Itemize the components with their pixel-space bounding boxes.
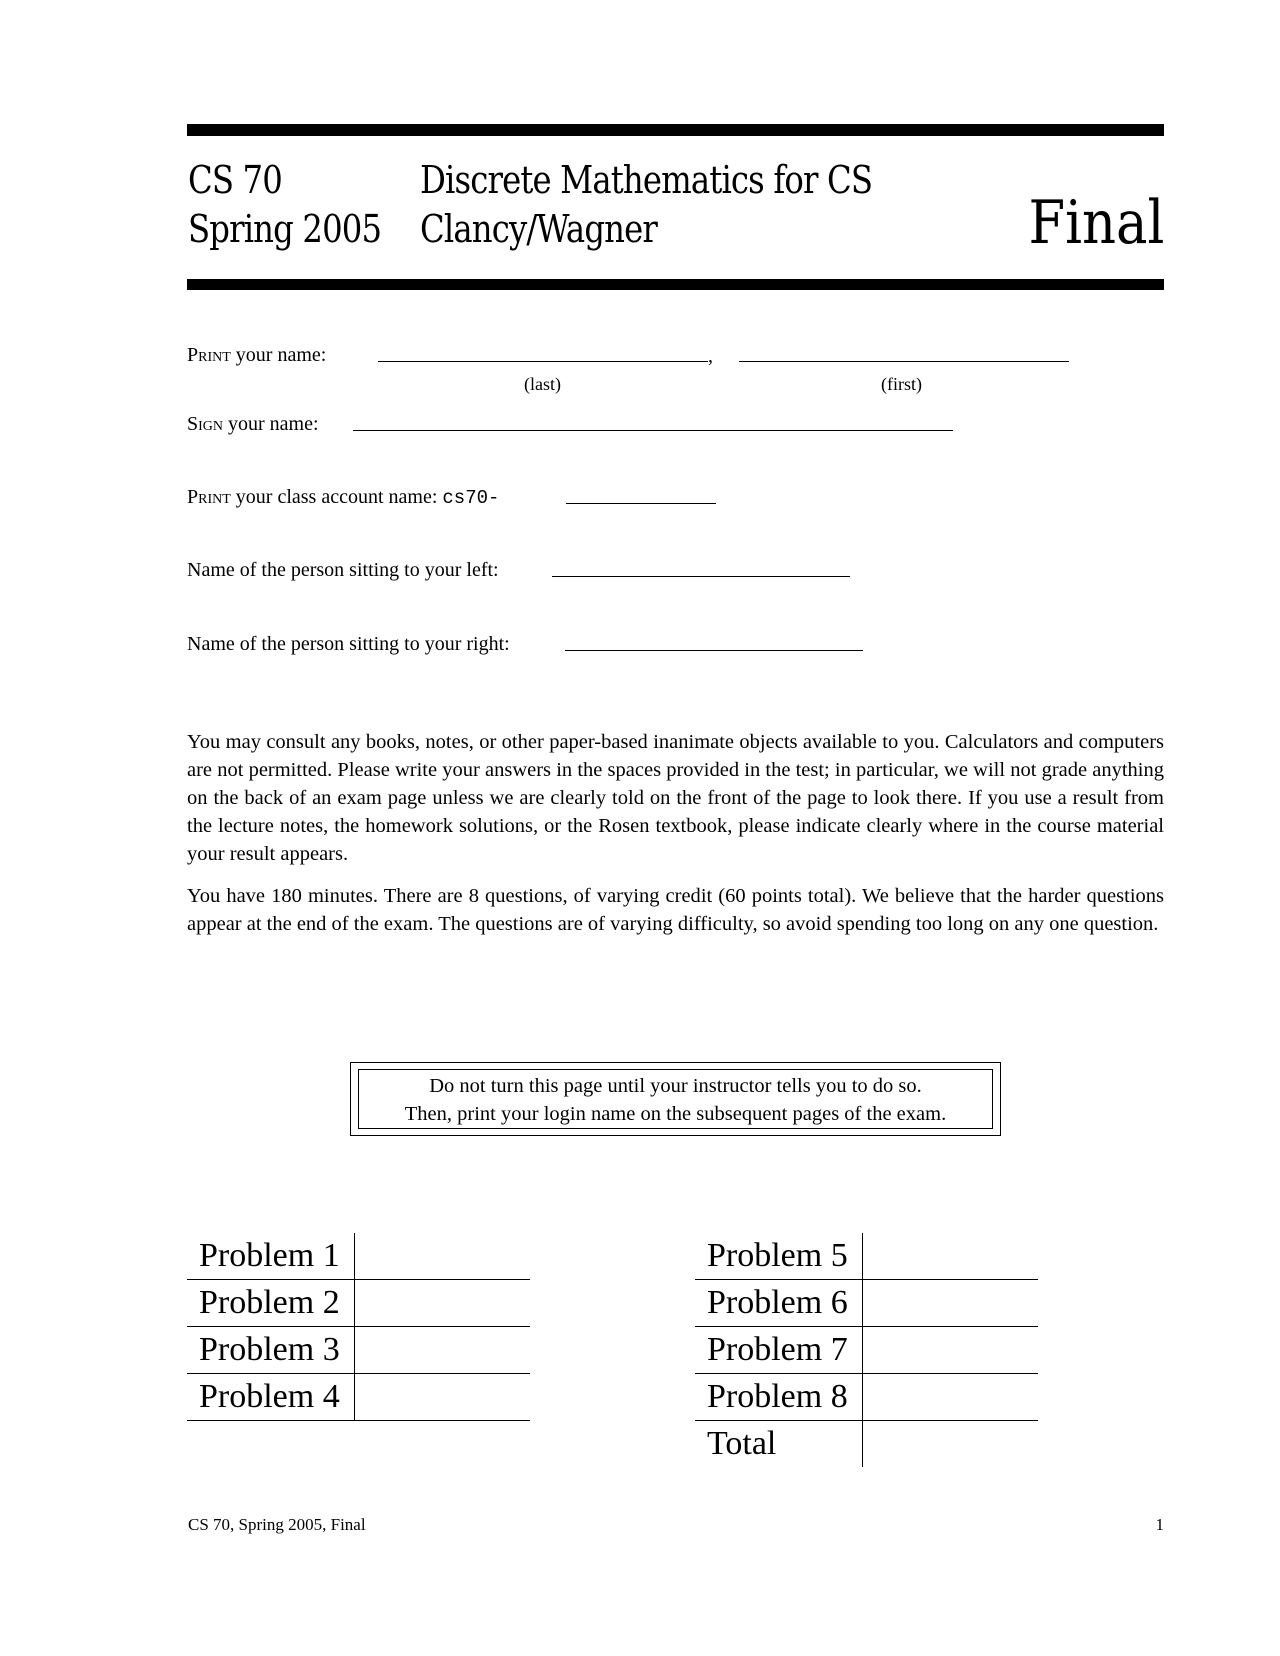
footer-course: CS 70, Spring 2005, Final: [188, 1515, 366, 1534]
print-name-label: [187, 343, 326, 367]
course-title: Discrete Mathematics for CS: [420, 158, 873, 202]
score-cell: [862, 1327, 1038, 1374]
last-name-field[interactable]: [378, 361, 708, 362]
score-row: [695, 1374, 1038, 1421]
score-label: Problem 3: [187, 1327, 354, 1374]
first-name-caption: (first): [881, 374, 922, 394]
score-total-cell: [862, 1421, 1038, 1468]
account-suffix: your class account name:: [230, 486, 443, 508]
notice-box-inner: [358, 1069, 993, 1129]
instructions-paragraph-2: You have 180 minutes. There are 8 questions, of varying credit (60 points total). We believe that the harder questions appear at the end of the exam. The questions are of varying difficulty, so avoid spending too long on any one question.: [187, 885, 1164, 935]
score-row: [695, 1327, 1038, 1374]
sign-name-prefix: Sign: [187, 413, 224, 435]
score-row: [187, 1327, 530, 1374]
score-label: Problem 8: [695, 1374, 862, 1421]
header-bottom-rule: [187, 279, 1164, 290]
last-name-caption: (last): [524, 374, 561, 394]
score-cell: [862, 1233, 1038, 1280]
score-cell: [354, 1327, 530, 1374]
notice-line-1: Do not turn this page until your instructor tells you to do so.: [429, 1075, 922, 1097]
left-neighbor-field[interactable]: [552, 576, 850, 577]
score-cell: [354, 1280, 530, 1327]
right-neighbor-label: Name of the person sitting to your right:: [187, 633, 510, 655]
score-label: Problem 5: [695, 1233, 862, 1280]
score-total-label: Total: [695, 1421, 862, 1468]
score-table-right: [695, 1233, 1038, 1467]
footer-page-number: 1: [1155, 1515, 1164, 1534]
course-instructors: Clancy/Wagner: [420, 207, 657, 251]
account-name-label: [187, 485, 499, 510]
score-row: [187, 1280, 530, 1327]
score-label: Problem 1: [187, 1233, 354, 1280]
header-top-rule: [187, 124, 1164, 136]
score-label: Problem 7: [695, 1327, 862, 1374]
left-neighbor-label: Name of the person sitting to your left:: [187, 559, 499, 581]
score-label: Problem 6: [695, 1280, 862, 1327]
score-cell: [862, 1374, 1038, 1421]
score-label: Problem 2: [187, 1280, 354, 1327]
signature-field[interactable]: [353, 430, 953, 431]
score-row: [695, 1233, 1038, 1280]
course-number: CS 70: [188, 158, 282, 202]
score-cell: [354, 1374, 530, 1421]
score-cell: [862, 1280, 1038, 1327]
exam-title: Final: [1028, 188, 1164, 258]
notice-box: [350, 1062, 1001, 1136]
print-name-suffix: your name:: [230, 344, 327, 366]
score-row: [187, 1233, 530, 1280]
notice-line-2: Then, print your login name on the subsequent pages of the exam.: [404, 1103, 947, 1125]
course-term: Spring 2005: [188, 207, 382, 251]
score-label: Problem 4: [187, 1374, 354, 1421]
score-row: [187, 1374, 530, 1421]
first-name-field[interactable]: [739, 361, 1069, 362]
score-table-left: [187, 1233, 530, 1421]
sign-name-label: [187, 412, 319, 436]
score-cell: [354, 1233, 530, 1280]
account-name-field[interactable]: [566, 503, 716, 504]
print-name-prefix: Print: [187, 344, 231, 366]
sign-name-suffix: your name:: [223, 413, 319, 435]
name-comma: ,: [708, 345, 713, 367]
account-code: cs70-: [442, 487, 500, 509]
score-row-total: [695, 1421, 1038, 1468]
right-neighbor-field[interactable]: [565, 650, 863, 651]
account-prefix: Print: [187, 486, 231, 508]
score-row: [695, 1280, 1038, 1327]
instructions-paragraph-1: You may consult any books, notes, or other paper-based inanimate objects available to you. Calculators and computers are not permitted. Please write your answers in the spaces provided in the test; in particular, we will not grade anything on the back of an exam page unless we are clearly told on the front of the page to look there. If you use a result from the lecture notes, the homework solutions, or the Rosen textbook, please indicate clearly where in the course material your result appears.: [187, 731, 1164, 865]
